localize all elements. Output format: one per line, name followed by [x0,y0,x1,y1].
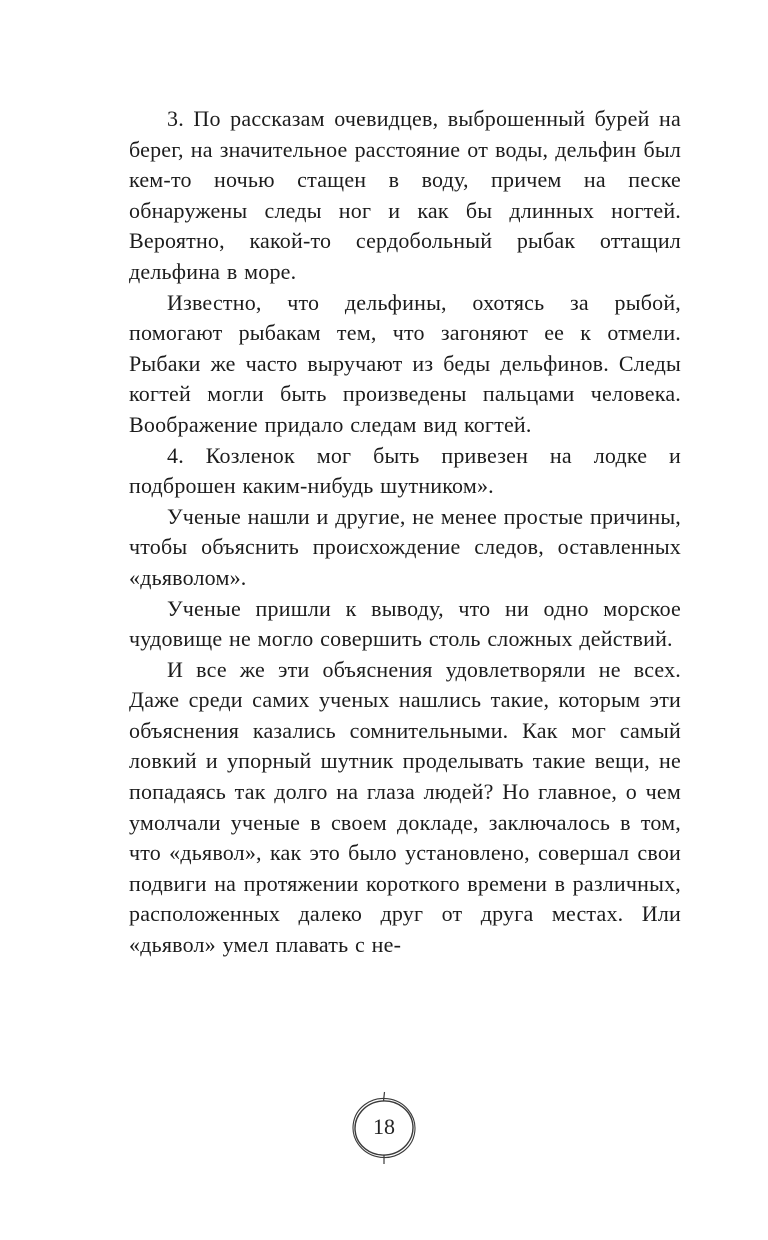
paragraph: И все же эти объяснения удовлетворяли не всех. Даже среди самих ученых нашлись такие, которым эти объяснения казались сомнительными. Как мог самый ловкий и упорный шутник проделывать такие вещи, не попадаясь так долго на глаза людей? Но главное, о чем умолчали ученые в своем докладе, заключалось в том, что «дьявол», как это было установлено, совершал свои подвиги на протяжении короткого времени в различных, расположенных далеко друг от друга местах. Или «дьявол» умел плавать с не- [129,656,681,958]
text-block [129,104,681,961]
paragraph: 3. По рассказам очевидцев, выброшенный бурей на берег, на значительное расстояние от воды, дельфин был кем-то ночью стащен в воду, причем на песке обнаружены следы ног и как бы длинных ногтей. Вероятно, какой-то сердобольный рыбак оттащил дельфина в море. [129,106,681,284]
paragraph: Известно, что дельфины, охотясь за рыбой, помогают рыбакам тем, что загоняют ее к отмели. Рыбаки же часто выручают из беды дельфинов. Следы когтей могли быть произведены пальцами человека. Воображение придало следам вид когтей. [129,289,681,437]
paragraph: Ученые нашли и другие, не менее простые причины, чтобы объяснить происхождение следов, оставленных «дьяволом». [129,503,682,590]
paragraph: Ученые пришли к выводу, что ни одно морское чудовище не могло совершить столь сложных действий. [129,595,681,652]
page-number-ornament [348,1090,420,1166]
paragraph: 4. Козленок мог быть привезен на лодке и подброшен каким-нибудь шутником». [129,442,681,499]
page-number: 18 [373,1114,395,1139]
page-footer [0,1090,768,1166]
